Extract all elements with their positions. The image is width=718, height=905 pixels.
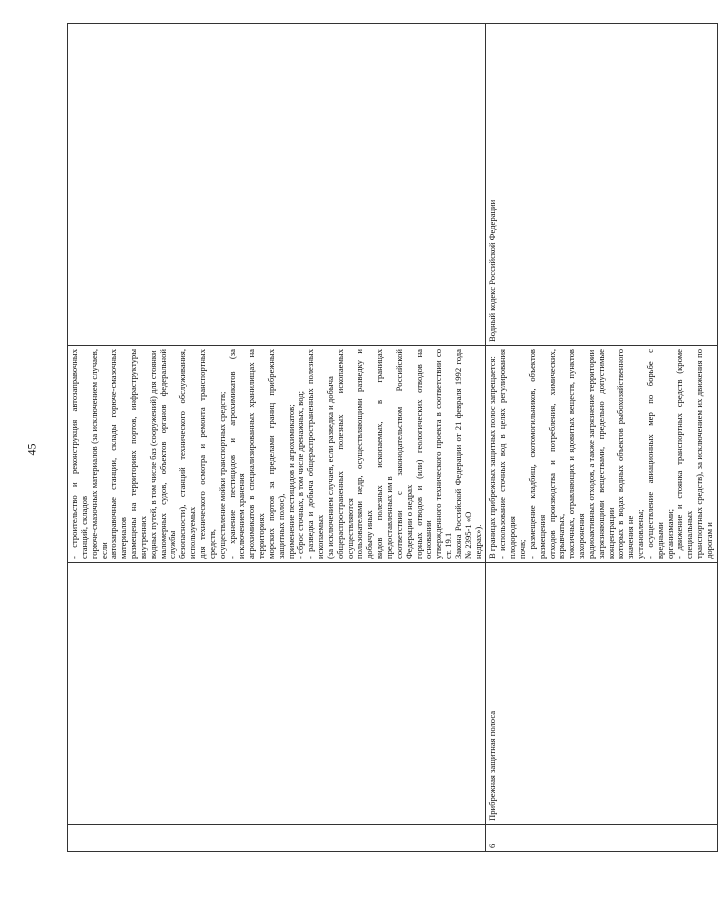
- restriction-line: (за исключением случаев, если разведка и добыча: [324, 376, 335, 559]
- restriction-line: горюче-смазочных материалов (за исключением случаев, если: [88, 349, 109, 559]
- restriction-line: общераспространенных полезных ископаемых осуществляются: [334, 349, 355, 559]
- restriction-line: утвержденного технического проекта в соответствии со ст. 19.1: [433, 349, 454, 559]
- restriction-line: - строительство и реконструкция автозаправочных станций, складов: [69, 349, 89, 559]
- restriction-line: применение пестицидов и агрохимикатов;: [285, 404, 296, 559]
- restrictions-cell: [486, 346, 717, 563]
- restriction-line: токсичных, отравляющих и ядовитых веществ, пунктов захоронения: [566, 349, 587, 559]
- restriction-line: - хранение пестицидов и агрохимикатов (за исключением хранения: [226, 349, 247, 559]
- restriction-line: - использование сточных вод в целях регулирования плодородия: [497, 349, 518, 559]
- restriction-line: осуществление мойки транспортных средств;: [216, 391, 227, 559]
- restriction-line: отходов производства и потребления, химических, взрывчатых,: [546, 349, 567, 559]
- source-cell: [68, 24, 486, 346]
- restriction-line: видов полезных ископаемых, в границах предоставленных им в: [374, 349, 394, 559]
- rotated-page: [67, 52, 714, 852]
- restrictions-table: [67, 23, 718, 852]
- restriction-line: недрах»).: [472, 524, 483, 559]
- restriction-line: - движение и стоянка транспортных средств (кроме специальных: [674, 349, 695, 559]
- restriction-line: Закона Российской Федерации от 21 февраля 1992 года № 2395-1 «О: [452, 349, 473, 559]
- table-row: [68, 24, 486, 852]
- restriction-line: установлены;: [635, 509, 646, 559]
- restriction-line: размещены на территориях портов, инфраструктуры внутренних: [128, 349, 148, 559]
- restriction-line: организмами;: [664, 508, 675, 559]
- row-number-cell: 6: [486, 825, 717, 852]
- restriction-line: которых в водах водных объектов рыбохозяйственного значения не: [615, 349, 636, 559]
- restriction-line: соответствии с законодательством Российской Федерации о недрах: [393, 349, 414, 559]
- restriction-line: - осуществление авиационных мер по борьбе с вредными: [644, 349, 665, 559]
- restriction-line: пользователями недр, осуществляющими разведку и добычу иных: [354, 349, 375, 559]
- zone-name-cell: [68, 563, 486, 825]
- source-cell: Водный кодекс Российской Федерации: [486, 24, 717, 346]
- restriction-line: радиоактивных отходов, а также загрязнение территории: [585, 349, 596, 559]
- table-row: [486, 24, 717, 852]
- restriction-line: горных отводов и (или) геологических отводов на основании: [413, 349, 434, 559]
- restriction-line: - размещение кладбищ, скотомогильников, объектов размещения: [526, 349, 547, 559]
- restriction-line: - разведка и добыча общераспространенных полезных ископаемых: [305, 349, 326, 559]
- restriction-line: загрязняющими веществами, предельно допустимые концентрации: [595, 349, 616, 559]
- zone-name-cell: Прибрежная защитная полоса: [486, 563, 717, 825]
- restriction-line: для технического осмотра и ремонта транспортных средств,: [196, 349, 217, 559]
- restriction-line: морских портов за пределами границ прибрежных защитных полос),: [265, 349, 286, 559]
- restriction-line: автозаправочные станции, склады горюче-смазочных материалов: [108, 349, 129, 559]
- restriction-line: безопасности), станций технического обслуживания, используемых: [177, 349, 198, 559]
- row-number-cell: [68, 825, 486, 852]
- restriction-line: - сброс сточных, в том числе дренажных, вод;: [295, 390, 306, 559]
- restriction-line: В границах прибрежных защитных полос запрещается:: [487, 356, 498, 559]
- page-number: 45: [24, 443, 39, 456]
- restrictions-cell: [68, 346, 486, 563]
- restriction-line: водных путей, в том числе баз (сооружений) для стоянки: [147, 350, 158, 559]
- restriction-line: почв;: [516, 539, 527, 559]
- restriction-line: транспортных средств), за исключением их движения по дорогам и: [694, 349, 714, 559]
- restriction-line: агрохимикатов в специализированных хранилищах на территориях: [246, 349, 267, 559]
- restriction-line: маломерных судов, объектов органов федеральной службы: [157, 349, 178, 559]
